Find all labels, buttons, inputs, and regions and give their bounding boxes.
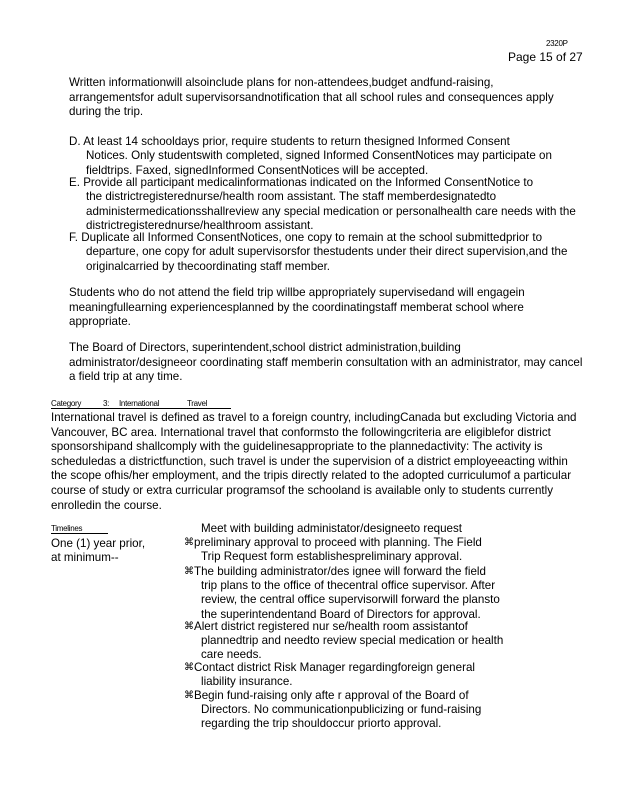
item-continuation: departure, one copy for adult supervisorsfor thestudents under their direct supervision,and the originalcarried by thecoordinating staff member. xyxy=(86,245,568,273)
list-item-f xyxy=(69,231,579,274)
timelines-left-line-2: at minimum-- xyxy=(51,551,119,564)
timeline-bullet-1 xyxy=(184,536,514,564)
command-icon: ⌘ xyxy=(184,566,194,577)
item-first-line: At least 14 schooldays prior, require students to return thesigned Informed Consent xyxy=(83,135,510,148)
item-label: F. xyxy=(69,231,79,244)
timeline-bullet-3 xyxy=(184,620,514,663)
timeline-bullet-2 xyxy=(184,565,514,622)
bullet-first-line: Contact district Risk Manager regardingforeign general xyxy=(194,661,475,674)
international-travel-paragraph: International travel is defined as travel to a foreign country, includingCanada but excluding Victoria and Vancouver, BC area. International travel that conformsto the followingcriteria are eligiblefor district sponsorshipand shallcomply with the guidelinesappropriate to the plannedactivity: The activity is scheduledas a districtfunction, such travel is under the supervision of a district employeeacting within the scope ofhis/her employment, and the tripis directly related to the adopted curriculumof a particular course of study or extra curricular programsof the schooland is available only to students currently enrolledin the course. xyxy=(51,411,577,512)
command-icon: ⌘ xyxy=(184,662,194,673)
item-label: E. xyxy=(69,176,80,189)
item-label: D. xyxy=(69,135,81,148)
item-first-line: Provide all participant medicalinformationas indicated on the Informed ConsentNotice to xyxy=(83,176,534,189)
category-title-travel: Travel xyxy=(187,399,208,408)
bullet-continuation: liability insurance. xyxy=(201,675,293,689)
category-label: Category xyxy=(51,399,82,408)
command-icon: ⌘ xyxy=(184,690,194,701)
board-paragraph: The Board of Directors, superintendent,school district administration,building administrator/designeeor coordinating staff memberin consultation with an administrator, may cancel a field trip at any time. xyxy=(69,341,583,384)
category-heading xyxy=(51,399,231,409)
bullet-continuation: Trip Request form establishespreliminary approval. xyxy=(201,550,463,564)
bullet-first-line: The building administrator/des ignee will forward the field xyxy=(194,565,486,578)
intro-paragraph: Written informationwill alsoinclude plans for non-attendees,budget andfund-raising, arrangementsfor adult supervisorsandnotification that all school rules and consequences apply during the trip. xyxy=(69,76,554,119)
item-continuation: the districtregisterednurse/health room assistant. The staff memberdesignatedto administermedicationsshallreview any special medication or personalhealth care needs with the districtregisterednurse/healthroom assistant. xyxy=(86,190,576,233)
timelines-left-line-1: One (1) year prior, xyxy=(51,537,146,550)
bullet-first-line: Alert district registered nur se/health room assistantof xyxy=(194,620,468,633)
timeline-bullet-5 xyxy=(184,689,514,732)
page-number: Page 15 of 27 xyxy=(508,50,583,64)
bullet-continuation: plannedtrip and needto review special medication or health care needs. xyxy=(201,634,504,662)
bullet-continuation: trip plans to the office of thecentral office supervisor. After review, the central office supervisorwill forward the plansto the superintendentand Board of Directors for approval. xyxy=(201,579,500,621)
category-title-international: International xyxy=(119,399,160,408)
list-item-e xyxy=(69,176,579,234)
item-continuation: Notices. Only studentswith completed, signed Informed ConsentNotices may participate on fieldtrips. Faxed, signedInformed ConsentNotices will be accepted. xyxy=(86,149,552,177)
list-item-d xyxy=(69,135,579,178)
command-icon: ⌘ xyxy=(184,537,194,548)
timeline-bullet-4 xyxy=(184,661,514,689)
bullet-first-line: Begin fund-raising only afte r approval of the Board of xyxy=(194,689,469,702)
command-icon: ⌘ xyxy=(184,621,194,632)
category-number: 3: xyxy=(103,399,110,408)
document-code: 2320P xyxy=(546,39,568,48)
timelines-heading: Timelines xyxy=(51,524,108,534)
bullet-continuation: Directors. No communicationpublicizing or fund-raising regarding the trip shouldoccur priorto approval. xyxy=(201,703,482,731)
bullet-first-line: preliminary approval to proceed with planning. The Field xyxy=(194,536,482,549)
item-first-line: Duplicate all Informed ConsentNotices, one copy to remain at the school submittedprior to xyxy=(81,231,543,244)
students-paragraph: Students who do not attend the field trip willbe appropriately supervisedand will engagein meaningfullearning experiencesplanned by the coordinatingstaff memberat school where appropriate. xyxy=(69,286,525,329)
timeline-intro-line: Meet with building administator/designeeto request xyxy=(201,522,463,535)
